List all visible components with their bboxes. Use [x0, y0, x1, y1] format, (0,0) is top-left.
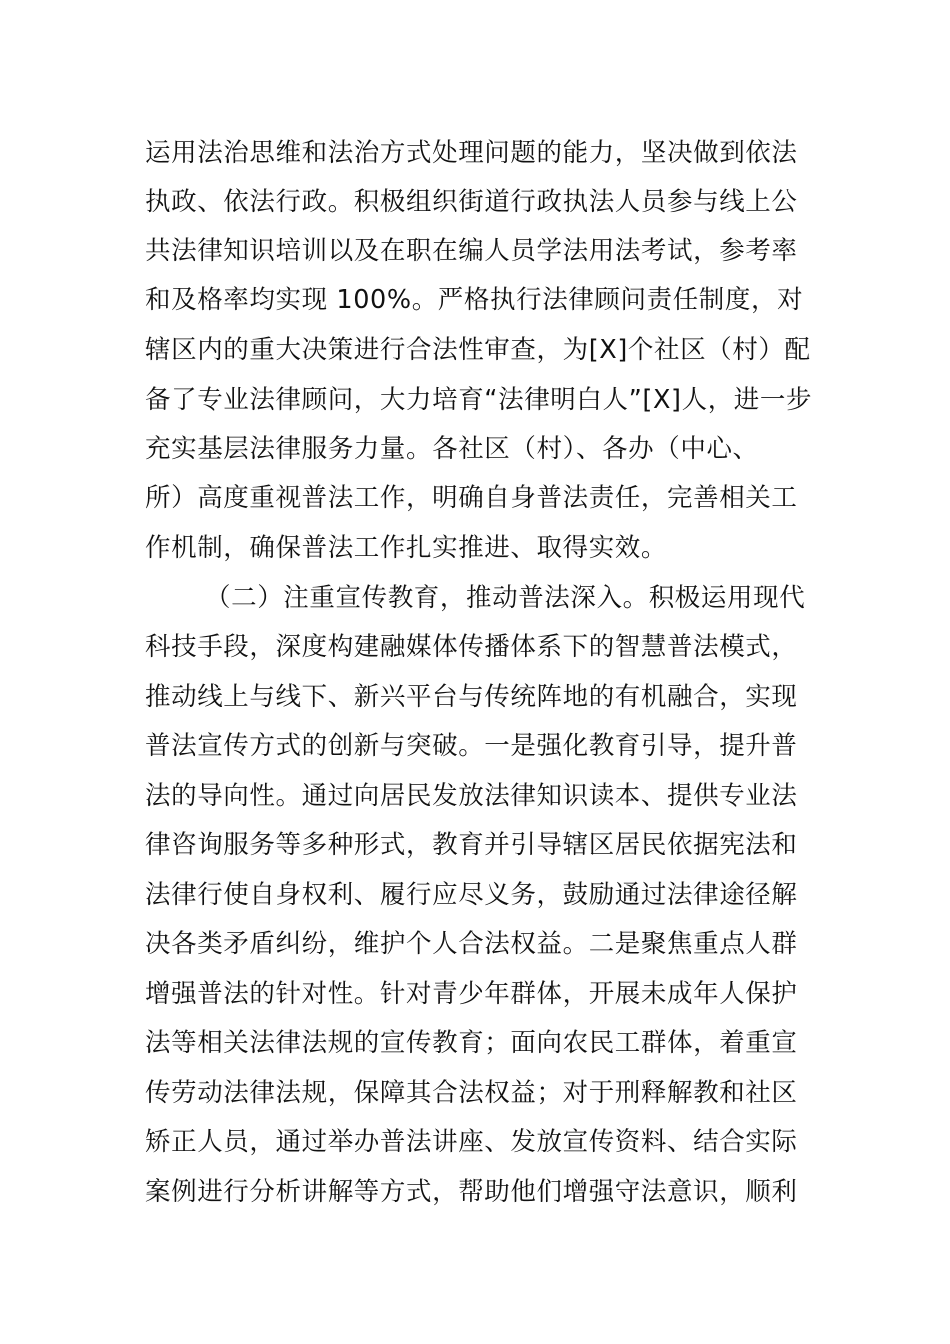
text-line: 决各类矛盾纠纷，维护个人合法权益。二是聚焦重点人群: [145, 929, 798, 959]
text-line: 运用法治思维和法治方式处理问题的能力，坚决做到依法: [145, 138, 798, 168]
section-heading-line: （二）注重宣传教育，推动普法深入。积极运用现代: [205, 583, 806, 613]
text-line: 传劳动法律法规，保障其合法权益；对于刑释解教和社区: [145, 1078, 798, 1108]
text-line: 辖区内的重大决策进行合法性审查，为[X]个社区（村）配: [145, 335, 811, 365]
text-line: 案例进行分析讲解等方式，帮助他们增强守法意识，顺利: [145, 1177, 798, 1207]
text-line: 普法宣传方式的创新与突破。一是强化教育引导，提升普: [145, 731, 798, 761]
text-line: 律咨询服务等多种形式，教育并引导辖区居民依据宪法和: [145, 830, 798, 860]
text-line: 备了专业法律顾问，大力培育“法律明白人”[X]人，进一步: [145, 385, 813, 415]
text-line: 增强普法的针对性。针对青少年群体，开展未成年人保护: [145, 979, 798, 1009]
text-line: 作机制，确保普法工作扎实推进、取得实效。: [145, 533, 668, 563]
text-line: 和及格率均实现 100%。严格执行法律顾问责任制度，对: [145, 285, 804, 315]
text-line: 科技手段，深度构建融媒体传播体系下的智慧普法模式，: [145, 632, 798, 662]
text-line: 法等相关法律法规的宣传教育；面向农民工群体，着重宣: [145, 1028, 798, 1058]
text-line: 推动线上与线下、新兴平台与传统阵地的有机融合，实现: [145, 682, 798, 712]
text-line: 共法律知识培训以及在职在编人员学法用法考试，参考率: [145, 236, 798, 266]
text-line: 充实基层法律服务力量。各社区（村）、各办（中心、: [145, 434, 759, 464]
text-line: 所）高度重视普法工作，明确自身普法责任，完善相关工: [145, 483, 798, 513]
text-line: 执政、依法行政。积极组织街道行政执法人员参与线上公: [145, 187, 798, 217]
text-line: 法的导向性。通过向居民发放法律知识读本、提供专业法: [145, 781, 798, 811]
text-line: 法律行使自身权利、履行应尽义务，鼓励通过法律途径解: [145, 880, 798, 910]
text-line: 矫正人员，通过举办普法讲座、发放宣传资料、结合实际: [145, 1127, 798, 1157]
